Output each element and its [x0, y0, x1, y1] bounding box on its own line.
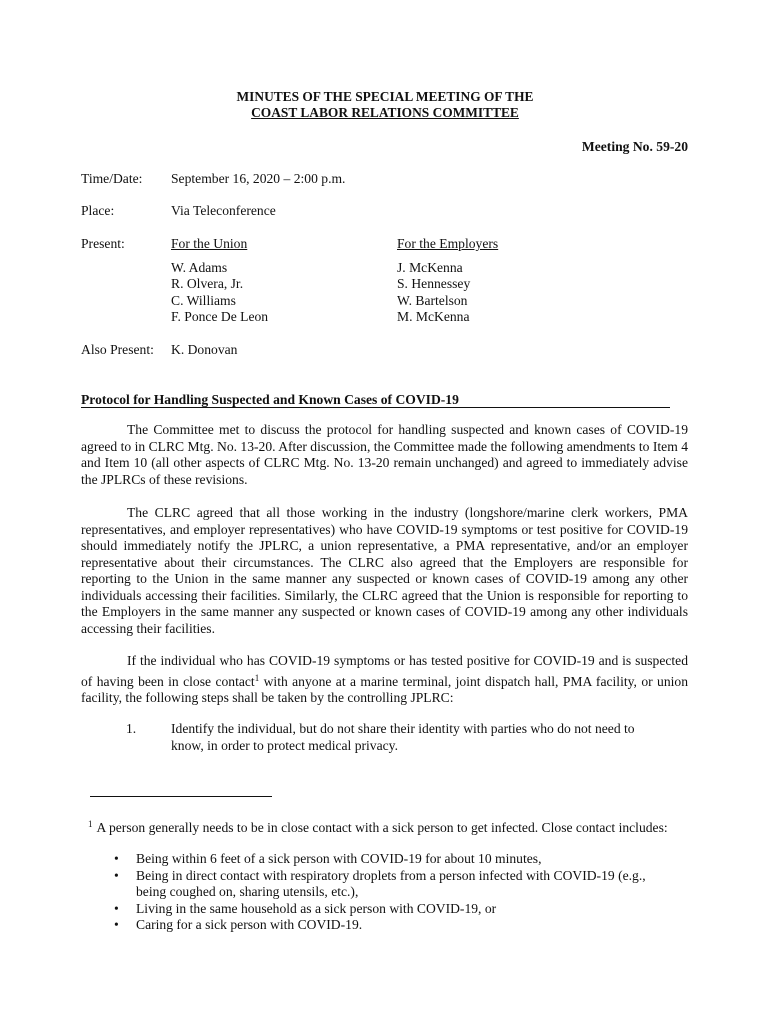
employer-members-list: [397, 260, 470, 325]
list-item: [114, 917, 674, 934]
union-member: C. Williams: [171, 292, 236, 308]
footnote-text: A person generally needs to be in close contact with a sick person to get infected. Close contact includes:: [96, 820, 668, 835]
footnote-bullet-list: [114, 851, 674, 934]
employer-member: M. McKenna: [397, 308, 470, 324]
list-item: [114, 868, 674, 901]
bullet-text: Living in the same household as a sick person with COVID-19, or: [136, 900, 497, 916]
bullet-text: Being in direct contact with respiratory droplets from a person infected with COVID-19 (e.g., being coughed on, sharing utensils, etc.),: [136, 867, 646, 899]
document-title-line1: MINUTES OF THE SPECIAL MEETING OF THE: [236, 89, 534, 104]
paragraph-text-end: with anyone at a marine terminal, joint dispatch hall, PMA facility, or union facility, the following steps shall be taken by the controlling JPLRC:: [81, 673, 689, 705]
bullet-icon: •: [114, 917, 119, 932]
present-label: Present:: [81, 236, 125, 251]
paragraph-text: The Committee met to discuss the protocol for handling suspected and known cases of COVID-19 agreed to in CLRC Mtg. No. 13-20. After discussion, the Committee made the following amendments to Item 4 and Item 10 (all other aspects of CLRC Mtg. No. 13-20 remain unchanged) and agreed to immediately advise the JPLRCs of these revisions.: [81, 422, 688, 487]
bullet-icon: •: [114, 900, 119, 916]
employer-member: J. McKenna: [397, 260, 463, 275]
bullet-icon: •: [114, 851, 119, 866]
footnote-divider: [90, 796, 272, 797]
employers-heading: For the Employers: [397, 236, 499, 251]
paragraph-text: The CLRC agreed that all those working in the industry (longshore/marine clerk workers, PMA representatives, and employer representatives) who have COVID-19 symptoms or test positive for COVID-19 should immediately notify the JPLRC, a union representative, a PMA representative, and/or an employer representative about their circumstances. The CLRC also agreed that the Employers are responsible for reporting to the Union in the same manner any suspected or known cases of COVID-19 among any other individuals accessing their facilities. Similarly, the CLRC agreed that the Union is responsible for reporting to the Employers in the same manner any suspected or known cases of COVID-19 among any other individuals accessing their facilities.: [81, 505, 688, 636]
time-date-value: September 16, 2020 – 2:00 p.m.: [171, 171, 346, 186]
bullet-text: Caring for a sick person with COVID-19.: [136, 917, 363, 932]
paragraph-3: [81, 653, 688, 707]
union-heading: For the Union: [171, 236, 248, 251]
bullet-text: Being within 6 feet of a sick person with COVID-19 for about 10 minutes,: [136, 851, 542, 866]
paragraph-1: [81, 422, 688, 488]
section-heading: Protocol for Handling Suspected and Known Cases of COVID-19: [81, 392, 670, 408]
footnote-marker: 1: [88, 819, 93, 829]
union-member: W. Adams: [171, 260, 228, 275]
meeting-number: Meeting No. 59-20: [581, 139, 688, 154]
time-date-label: Time/Date:: [81, 171, 143, 186]
place-value: Via Teleconference: [171, 203, 276, 218]
paragraph-text-start: If the individual who has COVID-19 symptoms or has tested positive for COVID-19 and is suspected of having been in close contact: [81, 653, 688, 689]
paragraph-2: [81, 505, 688, 637]
employer-member: S. Hennessey: [397, 276, 471, 292]
item-number: 1.: [126, 721, 137, 736]
also-present-value: K. Donovan: [171, 342, 238, 357]
union-member: F. Ponce De Leon: [171, 308, 269, 324]
place-label: Place:: [81, 203, 115, 218]
also-present-label: Also Present:: [81, 342, 154, 357]
paragraph-text: [81, 653, 688, 707]
item-text: Identify the individual, but do not share their identity with parties who do not need to know, in order to protect medical privacy.: [171, 721, 635, 753]
employer-member: W. Bartelson: [397, 292, 468, 308]
footnote: [88, 816, 708, 837]
document-title-line2: [0, 105, 770, 122]
footnote-reference: 1: [254, 672, 260, 683]
union-members-list: [171, 260, 268, 325]
list-item: [114, 851, 674, 868]
list-item: [114, 901, 674, 918]
bullet-icon: •: [114, 867, 119, 883]
committee-name: COAST LABOR RELATIONS COMMITTEE: [251, 105, 519, 120]
union-member: R. Olvera, Jr.: [171, 276, 244, 292]
